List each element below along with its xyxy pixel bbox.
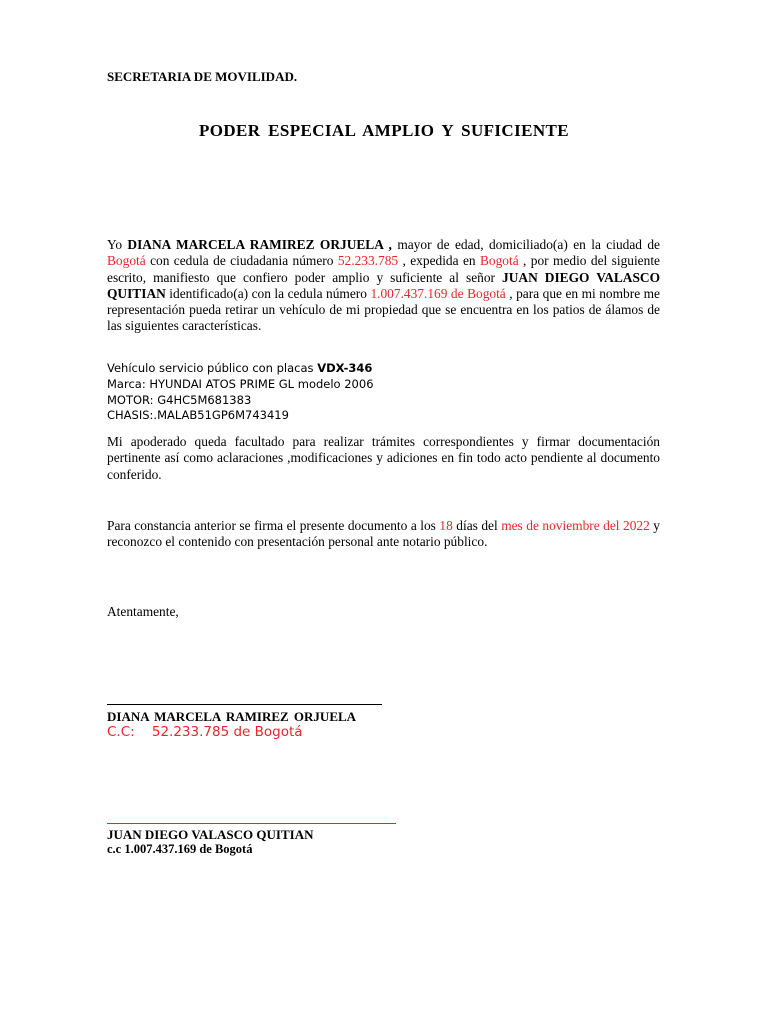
text-segment: , expedida en [398, 253, 480, 269]
vehicle-make: Marca: HYUNDAI ATOS PRIME GL modelo 2006 [107, 376, 374, 391]
text-segment: , por medio del siguiente escrito, manifiesto que confiero poder amplio y suficiente al señor [107, 253, 660, 285]
text-segment: Yo [107, 237, 128, 252]
authority-paragraph: Mi apoderado queda facultado para realizar trámites correspondientes y firmar documentación pertinente así como aclaraciones ,modificaciones y adiciones en fin todo acto pendiente al documento conferido. [107, 434, 660, 482]
agent-signature-name: JUAN DIEGO VALASCO QUITIAN [107, 827, 314, 842]
agent-name: JUAN DIEGO VALASCO QUITIAN [107, 269, 660, 301]
text-segment: mayor de edad, domiciliado(a) en la ciudad de [391, 237, 661, 252]
grantor-name: DIANA MARCELA RAMIREZ ORJUELA , [127, 237, 392, 252]
signature-line-agent [107, 823, 396, 824]
vehicle-plate-line [107, 361, 374, 377]
signature-line-grantor [107, 704, 382, 705]
agent-id: 1.007.437.169 de Bogotá [370, 285, 506, 301]
document-title: PODER ESPECIAL AMPLIO Y SUFICIENTE [198, 121, 570, 140]
signing-day: 18 [439, 518, 453, 533]
closing-salutation: Atentamente, [107, 604, 179, 619]
grantor-signature-id: C.C: 52.233.785 de Bogotá [107, 724, 303, 740]
vehicle-chassis: CHASIS:.MALAB51GP6M743419 [107, 408, 289, 423]
recipient-heading: SECRETARIA DE MOVILIDAD. [107, 69, 298, 84]
text-segment: días del [452, 518, 502, 533]
text-segment: , para que en mi nombre me representación pueda retirar un vehículo de mi propiedad que se encuentra en los patios de álamos de las siguientes características. [107, 285, 660, 334]
signing-month-year: mes de noviembre del 2022 [501, 518, 650, 533]
grantor-id-city: Bogotá [479, 253, 519, 269]
text-segment: con cedula de ciudadania número [145, 253, 338, 269]
grantor-signature-name: DIANA MARCELA RAMIREZ ORJUELA [107, 709, 357, 724]
vehicle-motor: MOTOR: G4HC5M681383 [107, 392, 252, 407]
text-segment: Para constancia anterior se firma el presente documento a los [107, 518, 440, 533]
plate-number: VDX-346 [317, 361, 373, 375]
vehicle-details [107, 361, 374, 424]
plate-label: Vehículo servicio público con placas [107, 361, 318, 375]
grant-paragraph [107, 237, 660, 335]
signing-paragraph [107, 518, 660, 551]
text-segment: y reconozco el contenido con presentación personal ante notario público. [107, 518, 660, 550]
grantor-id: 52.233.785 [337, 253, 399, 269]
text-segment: identificado(a) con la cedula número [165, 285, 371, 301]
agent-signature-id: c.c 1.007.437.169 de Bogotá [107, 842, 253, 856]
grantor-city: Bogotá [107, 253, 146, 269]
